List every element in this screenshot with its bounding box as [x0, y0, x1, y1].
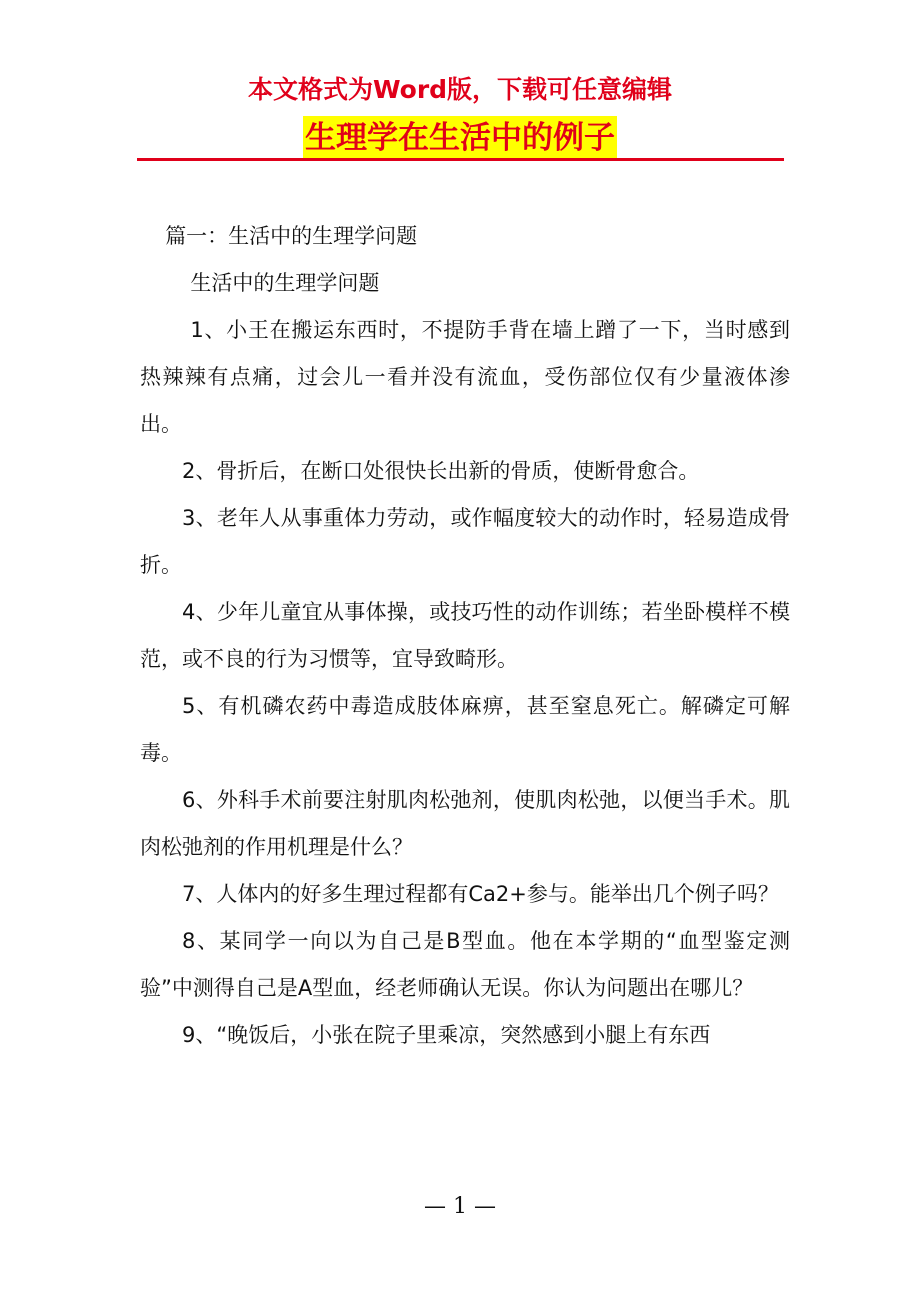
paragraph-2: 2、骨折后，在断口处很快长出新的骨质，使断骨愈合。: [182, 459, 700, 483]
paragraph-8: 8、某同学一向以为自己是B型血。他在本学期的“血型鉴定测验”中测得自己是A型血，经老师确认无误。你认为问题出在哪儿？: [140, 929, 790, 1000]
format-notice: 本文格式为Word版，下载可任意编辑: [247, 75, 673, 104]
document-title: 生理学在生活中的例子: [303, 116, 617, 160]
sub-heading: 生活中的生理学问题: [190, 271, 380, 295]
paragraph-7: 7、人体内的好多生理过程都有Ca2+参与。能举出几个例子吗？: [182, 882, 779, 906]
paragraph-5: 5、有机磷农药中毒造成肢体麻痹，甚至窒息死亡。解磷定可解毒。: [140, 694, 790, 765]
paragraph-4: 4、少年儿童宜从事体操，或技巧性的动作训练；若坐卧模样不模范，或不良的行为习惯等，宜导致畸形。: [140, 600, 790, 671]
paragraph-6: 6、外科手术前要注射肌肉松弛剂，使肌肉松弛，以便当手术。肌肉松弛剂的作用机理是什么？: [140, 788, 790, 859]
section-heading: 篇一：生活中的生理学问题: [165, 224, 418, 248]
paragraph-9: 9、“晚饭后，小张在院子里乘凉，突然感到小腿上有东西: [182, 1023, 711, 1047]
page-number: — 1 —: [424, 1194, 496, 1219]
paragraph-1: 1、小王在搬运东西时，不提防手背在墙上蹭了一下，当时感到热辣辣有点痛，过会儿一看并没有流血，受伤部位仅有少量液体渗出。: [140, 318, 790, 436]
title-container: [0, 116, 920, 160]
title-divider: [137, 158, 784, 161]
document-body: [140, 213, 790, 1059]
paragraph-3: 3、老年人从事重体力劳动，或作幅度较大的动作时，轻易造成骨折。: [140, 506, 790, 577]
